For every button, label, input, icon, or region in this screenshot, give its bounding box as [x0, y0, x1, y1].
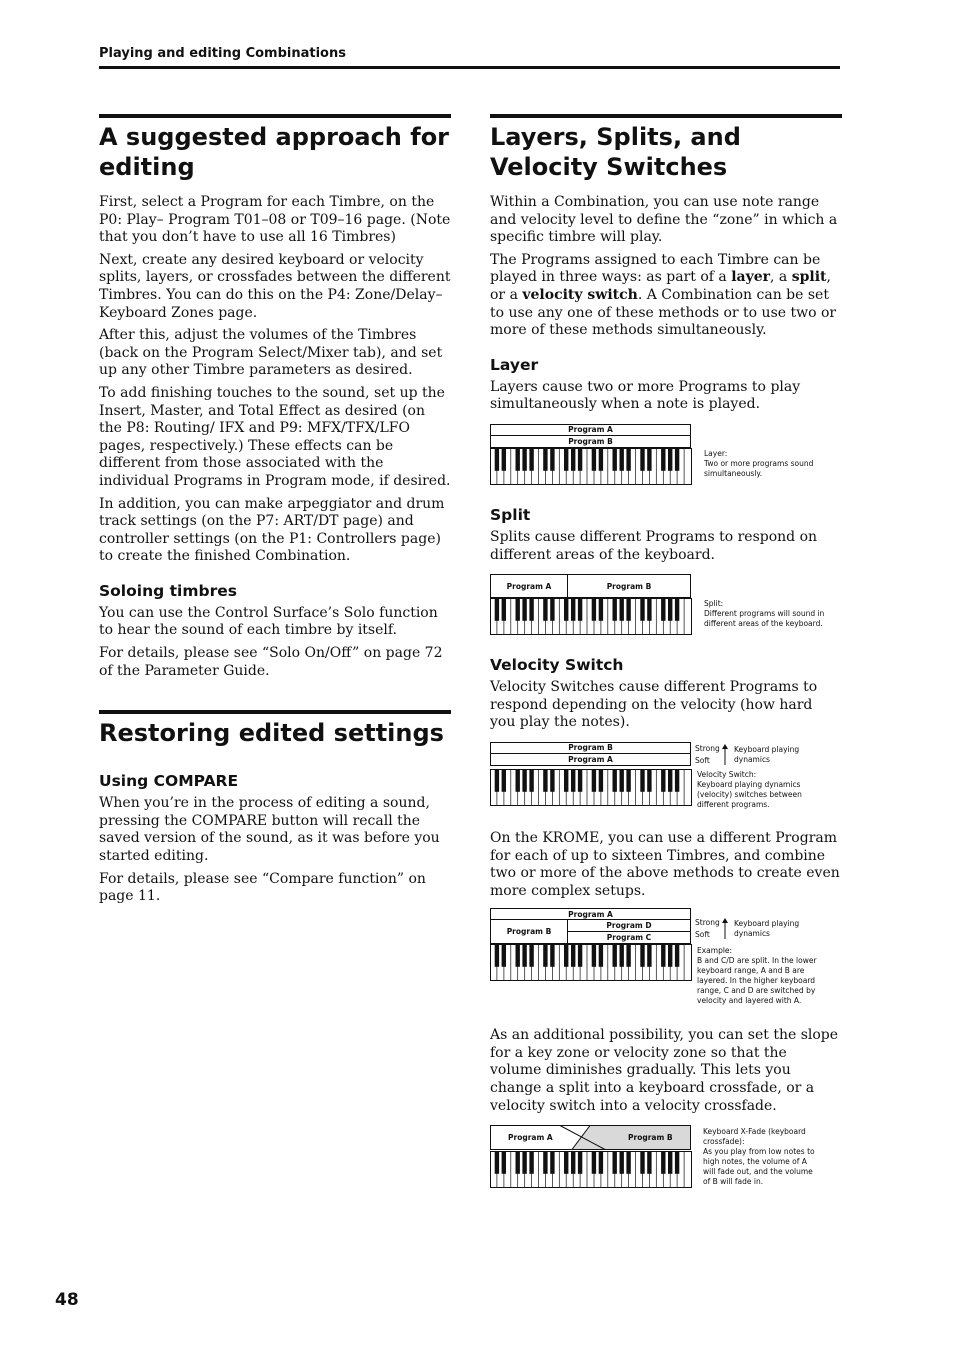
velocity-arrow-icon — [722, 744, 728, 766]
velocity-keyboard — [490, 769, 692, 810]
velocity-strong-label: Strong — [695, 743, 720, 753]
page-number: 48 — [55, 1290, 79, 1310]
compare-paragraph-1: When you’re in the process of editing a sound, pressing the COMPARE button will recall the saved version of the sound, as it was before you started editing. — [99, 795, 440, 865]
xfade-program-a: Program A — [508, 1133, 553, 1143]
layer-program-a: Program A — [490, 424, 691, 436]
layer-program-b: Program B — [490, 436, 691, 448]
layers-methods: The Programs assigned to each Timbre can be played in three ways: as part of a layer, a split, or a velocity switch. A Combination can be set to use any one of these methods or to use two or more of these methods simultaneously. — [490, 251, 837, 339]
piano-keyboard-icon — [490, 944, 692, 981]
example-program-b: Program B — [490, 919, 568, 944]
piano-keyboard-icon — [490, 769, 692, 806]
example-figure — [490, 908, 842, 1013]
left-column — [99, 114, 451, 911]
header-rule — [99, 66, 840, 69]
layer-text: Layers cause two or more Programs to play simultaneously when a note is played. — [490, 378, 801, 413]
compare-heading: Using COMPARE — [99, 772, 239, 791]
velocity-program-a: Program A — [490, 754, 691, 766]
layer-heading: Layer — [490, 355, 539, 374]
piano-keyboard-icon — [490, 448, 692, 485]
velocity-soft-label: Soft — [695, 755, 710, 765]
split-caption: Split: Different programs will sound in different areas of the keyboard. — [704, 599, 825, 629]
approach-paragraph-2: Next, create any desired keyboard or velocity splits, layers, or crossfades between the different Timbres. You can do this on the P4: Zone/Delay– Keyboard Zones page. — [99, 251, 451, 321]
example-program-a: Program A — [490, 908, 691, 920]
restoring-heading: Restoring edited settings — [99, 710, 451, 748]
soloing-heading: Soloing timbres — [99, 581, 237, 600]
layer-keyboard — [490, 448, 692, 489]
layer-figure — [490, 424, 842, 488]
piano-keyboard-icon — [490, 598, 692, 635]
example-keyboard — [490, 944, 692, 985]
approach-heading: A suggested approach for editing — [99, 114, 451, 182]
velocity-heading: Velocity Switch — [490, 656, 624, 675]
example-arrow-icon — [722, 918, 728, 940]
soloing-paragraph-1: You can use the Control Surface’s Solo function to hear the sound of each timbre by itself. — [99, 604, 438, 639]
layers-intro: Within a Combination, you can use note range and velocity level to define the “zone” in which a specific timbre will play. — [490, 194, 838, 246]
compare-paragraph-2: For details, please see “Compare function” on page 11. — [99, 870, 426, 905]
velocity-caption: Velocity Switch: Keyboard playing dynamics (velocity) switches between different programs. — [697, 769, 802, 809]
example-dynamics-label: Keyboard playing dynamics — [734, 919, 800, 939]
example-strong-label: Strong — [695, 918, 720, 928]
velocity-text: Velocity Switches cause different Programs to respond depending on the velocity (how hard you play the notes). — [490, 679, 818, 731]
layer-caption: Layer: Two or more programs sound simultaneously. — [704, 448, 814, 478]
example-caption: Example: B and C/D are split. In the lower keyboard range, A and B are layered. In the higher keyboard range, C and D are switched by velocity and layered with A. — [697, 946, 817, 1006]
xfade-program-b: Program B — [628, 1133, 673, 1143]
example-soft-label: Soft — [695, 930, 710, 940]
approach-paragraph-1: First, select a Program for each Timbre, on the P0: Play– Program T01–08 or T09–16 page. (Note that you don’t have to use all 16 Timbres) — [99, 194, 451, 246]
crossfade-text: As an additional possibility, you can set the slope for a key zone or velocity zone so that the volume diminishes gradually. This lets you change a split into a keyboard crossfade, or a velocity switch into a velocity crossfade. — [490, 1027, 839, 1114]
split-figure — [490, 574, 842, 638]
split-program-a: Program A — [490, 574, 568, 598]
velocity-dynamics-label: Keyboard playing dynamics — [734, 744, 800, 764]
combine-text: On the KROME, you can use a different Program for each of up to sixteen Timbres, and combine two or more of the above methods to create even more complex setups. — [490, 829, 840, 899]
piano-keyboard-icon — [490, 1151, 692, 1188]
approach-paragraph-4: To add finishing touches to the sound, set up the Insert, Master, and Total Effect as desired (on the P8: Routing/ IFX and P9: MFX/TFX/LFO pages, respectively.) These effects can be different from those associated with the individual Programs in Program mode, if desired. — [99, 384, 451, 489]
right-column — [490, 114, 842, 1201]
xfade-keyboard — [490, 1151, 692, 1192]
split-keyboard — [490, 598, 692, 639]
example-program-c: Program C — [567, 931, 691, 944]
soloing-paragraph-2: For details, please see “Solo On/Off” on page 72 of the Parameter Guide. — [99, 645, 443, 679]
approach-paragraph-5: In addition, you can make arpeggiator and drum track settings (on the P7: ART/DT page) and controller settings (on the P1: Controllers page) to create the finished Combination. — [99, 495, 445, 565]
approach-paragraph-3: After this, adjust the volumes of the Timbres (back on the Program Select/Mixer tab), and set up any other Timbre parameters as desired. — [99, 327, 443, 379]
velocity-program-b: Program B — [490, 742, 691, 754]
example-program-d: Program D — [567, 919, 691, 932]
running-header: Playing and editing Combinations — [99, 46, 346, 61]
xfade-figure — [490, 1125, 842, 1191]
layers-heading: Layers, Splits, and Velocity Switches — [490, 114, 842, 182]
velocity-figure — [490, 742, 842, 812]
split-heading: Split — [490, 505, 531, 524]
xfade-caption: Keyboard X-Fade (keyboard crossfade): As you play from low notes to high notes, the volume of A will fade out, and the volume of B will fade in. — [703, 1127, 815, 1187]
split-text: Splits cause different Programs to respond on different areas of the keyboard. — [490, 528, 818, 563]
split-program-b: Program B — [567, 574, 691, 598]
